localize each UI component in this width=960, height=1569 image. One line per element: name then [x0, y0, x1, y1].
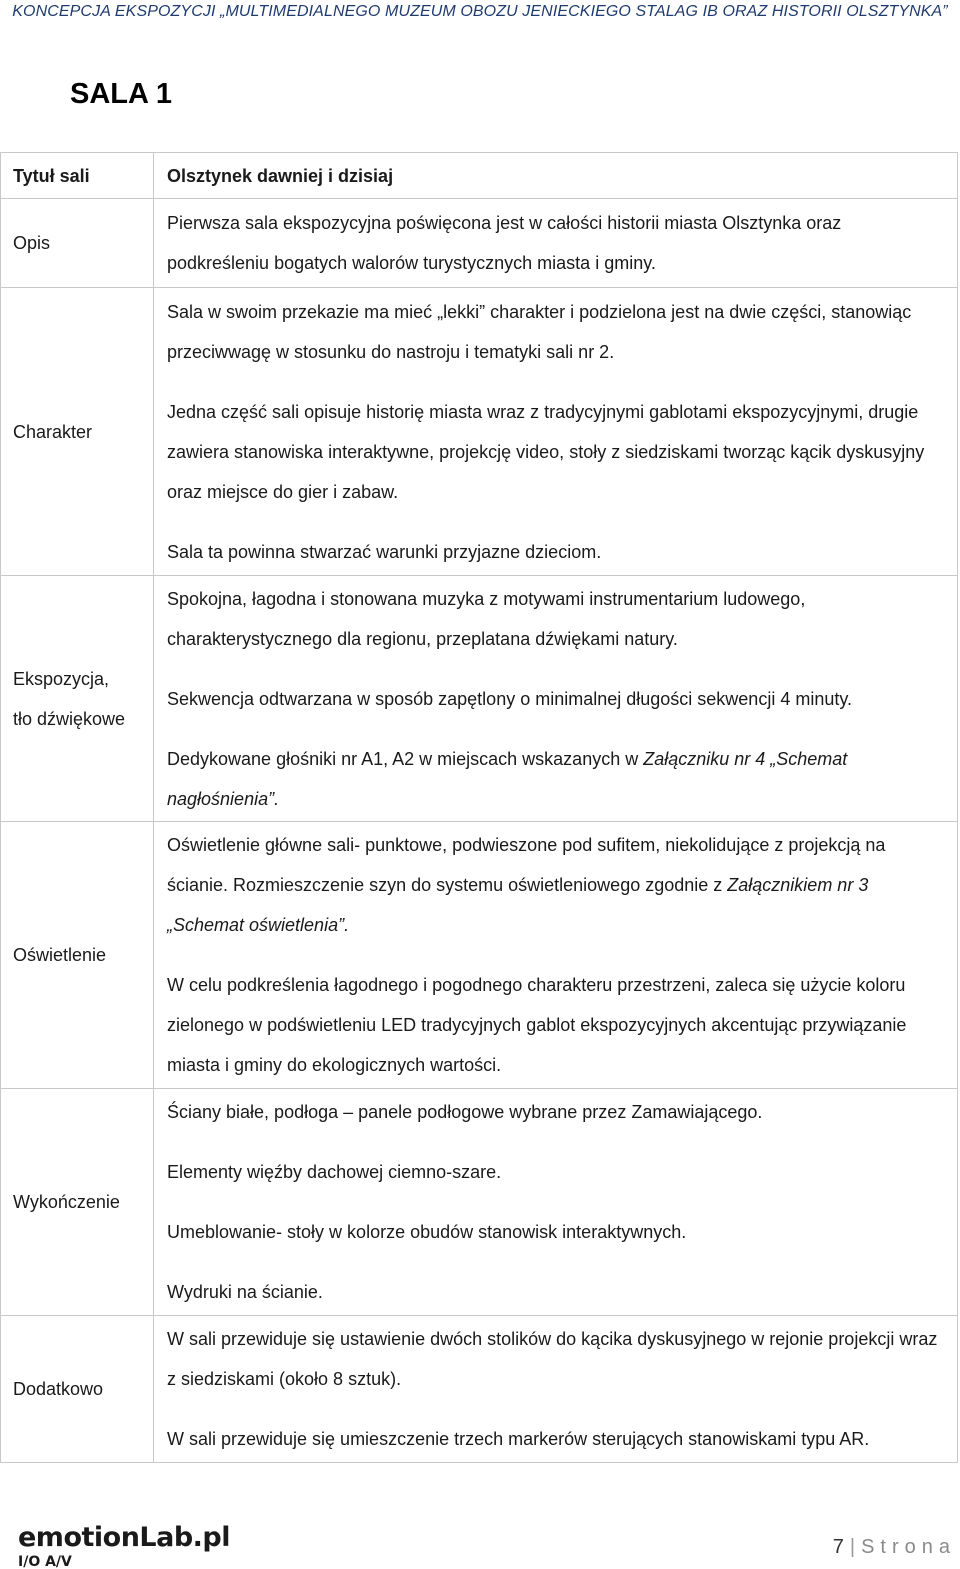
ekspozycja-paragraph-2: Sekwencja odtwarzana w sposób zapętlony o minimalnej długości sekwencji 4 minuty. [167, 688, 853, 709]
oswietlenie-paragraph-2: W celu podkreślenia łagodnego i pogodnego charakteru przestrzeni, zaleca się użycie koloru zielonego w podświetleniu LED tradycyjnych gablot ekspozycyjnych akcentując przywiązanie miasta i gminy do ekologicznych wartości. [167, 975, 907, 1075]
charakter-paragraph-1: Sala w swoim przekazie ma mieć „lekki” charakter i podzielona jest na dwie części, stanowiąc przeciwwagę w stosunku do nastroju i tematyki sali nr 2. [167, 301, 912, 362]
row-label-wykonczenie: Wykończenie [1, 1089, 154, 1316]
table-row-charakter [1, 288, 958, 576]
section-title: SALA 1 [70, 78, 173, 110]
wykonczenie-paragraph-2: Elementy więźby dachowej ciemno-szare. [167, 1162, 502, 1182]
ekspozycja-p3-text: Dedykowane głośniki nr A1, A2 w miejscach wskazanych w [167, 748, 644, 769]
ekspozycja-p3-reference: Załączniku nr 4 „Schemat nagłośnienia”. [167, 748, 848, 809]
table-row-wykonczenie [1, 1089, 958, 1316]
table-row-ekspozycja [1, 576, 958, 822]
oswietlenie-p1-reference: Załącznikiem nr 3 „Schemat oświetlenia”. [167, 875, 869, 935]
oswietlenie-p1-text: Oświetlenie główne sali- punktowe, podwieszone pod sufitem, niekolidujące z projekcją na ścianie. Rozmieszczenie szyn do systemu oświetleniowego zgodnie z [167, 835, 886, 895]
row-label-charakter: Charakter [1, 288, 154, 576]
ekspozycja-paragraph-3 [167, 739, 947, 819]
page-number: 7 [832, 1536, 844, 1558]
charakter-content [154, 288, 958, 576]
ekspozycja-paragraph-1: Spokojna, łagodna i stonowana muzyka z motywami instrumentarium ludowego, charakterystycznego dla regionu, przeplatana dźwiękami natury. [167, 588, 806, 649]
wykonczenie-paragraph-1: Ściany białe, podłoga – panele podłogowe wybrane przez Zamawiającego. [167, 1102, 763, 1122]
table-row-dodatkowo [1, 1316, 958, 1463]
wykonczenie-content [154, 1089, 958, 1316]
room-title-value: Olsztynek dawniej i dzisiaj [154, 153, 958, 199]
table-row-opis [1, 199, 958, 288]
ekspozycja-content [154, 576, 958, 822]
running-header: KONCEPCJA EKSPOZYCJI „MULTIMEDIALNEGO MUZEUM OBOZU JENIECKIEGO STALAG IB ORAZ HISTORII OLSZTYNKA” [12, 3, 948, 20]
dodatkowo-paragraph-1: W sali przewiduje się ustawienie dwóch stolików do kącika dyskusyjnego w rejonie projekcji wraz z siedziskami (około 8 sztuk). [167, 1329, 938, 1389]
charakter-paragraph-3: Sala ta powinna stwarzać warunki przyjazne dzieciom. [167, 541, 602, 562]
page-word: Strona [861, 1536, 956, 1558]
room-spec-table [0, 152, 958, 1463]
dodatkowo-paragraph-2: W sali przewiduje się umieszczenie trzech markerów sterujących stanowiskami typu AR. [167, 1429, 870, 1449]
oswietlenie-paragraph-1 [167, 825, 947, 945]
emotionlab-logo [18, 1522, 258, 1569]
table-row-title [1, 153, 958, 199]
ekspozycja-label-line-1: Ekspozycja, [13, 668, 110, 689]
charakter-paragraph-2: Jedna część sali opisuje historię miasta wraz z tradycyjnymi gablotami ekspozycyjnymi, drugie zawiera stanowiska interaktywne, projekcję video, stoły z siedziskami tworząc kącik dyskusyjny oraz miejsce do gier i zabaw. [167, 401, 925, 502]
row-label-title: Tytuł sali [1, 153, 154, 199]
logo-wordmark: emotionLab.pl [18, 1522, 231, 1553]
wykonczenie-paragraph-4: Wydruki na ścianie. [167, 1282, 323, 1302]
row-label-ekspozycja [1, 576, 154, 822]
logo-subtext: I/O A/V [18, 1554, 72, 1569]
row-label-opis: Opis [1, 199, 154, 288]
page-footer [833, 1536, 956, 1559]
table-row-oswietlenie [1, 822, 958, 1089]
opis-text: Pierwsza sala ekspozycyjna poświęcona jest w całości historii miasta Olsztynka oraz podkreśleniu bogatych walorów turystycznych miasta i gminy. [154, 199, 958, 288]
page-separator: | [849, 1536, 856, 1558]
dodatkowo-content [154, 1316, 958, 1463]
ekspozycja-label-line-2: tło dźwiękowe [13, 708, 126, 729]
row-label-dodatkowo: Dodatkowo [1, 1316, 154, 1463]
oswietlenie-content [154, 822, 958, 1089]
row-label-oswietlenie: Oświetlenie [1, 822, 154, 1089]
wykonczenie-paragraph-3: Umeblowanie- stoły w kolorze obudów stanowisk interaktywnych. [167, 1222, 687, 1242]
